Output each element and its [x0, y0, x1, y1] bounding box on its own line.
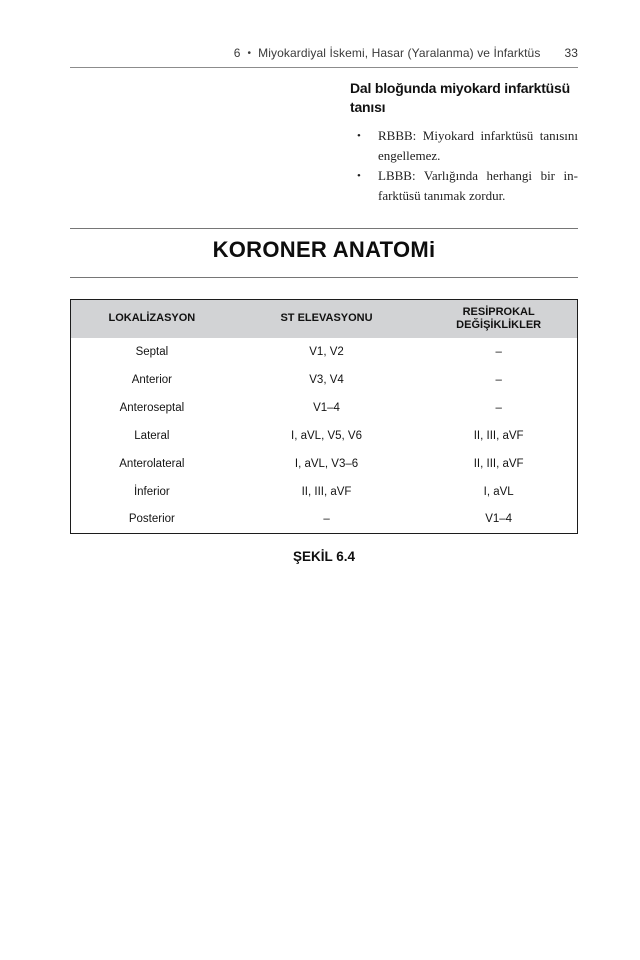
table-header-row [71, 300, 578, 338]
chapter-title: Miyokardiyal İskemi, Hasar (Yaralanma) ve İnfarktüs [258, 46, 541, 60]
cell-reciprocal: – [495, 373, 502, 386]
column-header-st-elevasyonu: ST ELEVASYONU [233, 300, 421, 338]
figure-caption: ŞEKİL 6.4 [292, 549, 356, 564]
running-head [70, 46, 578, 60]
bullet-separator-icon: • [247, 48, 252, 59]
note-block [350, 79, 580, 206]
cell-localization: Posterior [128, 513, 175, 526]
table-header [71, 300, 578, 338]
cell-st-elevation: I, aVL, V3–6 [294, 457, 359, 470]
cell-reciprocal: – [495, 401, 502, 414]
cell-reciprocal: I, aVL [483, 485, 514, 498]
bullet-text [378, 166, 578, 206]
cell-reciprocal: II, III, aVF [473, 457, 524, 470]
table-row [71, 506, 578, 534]
table-row [71, 366, 578, 394]
column-header-lokalizasyon: LOKALİZASYON [71, 300, 233, 338]
cell-reciprocal: II, III, aVF [473, 429, 524, 442]
coronary-anatomy-table [70, 299, 578, 534]
list-item [350, 166, 580, 206]
cell-st-elevation: II, III, aVF [301, 485, 352, 498]
cell-reciprocal: V1–4 [485, 513, 513, 526]
note-bullet-list [350, 126, 580, 206]
cell-localization: Septal [135, 345, 169, 358]
cell-localization: İnferior [133, 485, 170, 498]
cell-localization: Anterior [131, 373, 172, 386]
cell-st-elevation: V1–4 [313, 401, 340, 414]
bullet-text-line2: farktüsü tanımak zordur. [378, 188, 506, 203]
bullet-text-line2: engellemez. [378, 148, 441, 163]
cell-localization: Anteroseptal [119, 401, 185, 414]
column-header-resiprokal: RESİPROKAL DEĞİŞİKLİKLER [420, 300, 577, 338]
cell-st-elevation: I, aVL, V5, V6 [291, 429, 362, 442]
bullet-icon: • [357, 130, 361, 142]
list-item [350, 126, 580, 166]
table-body [71, 338, 578, 534]
note-heading-line1: Dal bloğunda miyokard infarktüsü [350, 80, 570, 96]
bullet-text [378, 126, 578, 166]
section-rule-top [70, 228, 578, 229]
bullet-text-line1: RBBB: Miyokard infarktüsü tanısını [378, 128, 578, 143]
section-rule-bottom [70, 277, 578, 278]
chapter-number: 6 [233, 46, 241, 60]
note-heading [350, 79, 580, 117]
cell-st-elevation: V1, V2 [309, 345, 344, 358]
table-row [71, 422, 578, 450]
table-row [71, 338, 578, 366]
cell-st-elevation: V3, V4 [309, 373, 344, 386]
table-row [71, 394, 578, 422]
bullet-text-line1: LBBB: Varlığında herhangi bir in- [378, 168, 578, 183]
section-title: KORONER ANATOMi [212, 237, 436, 262]
note-heading-line2: tanısı [350, 99, 386, 115]
cell-localization: Anterolateral [119, 457, 185, 470]
cell-reciprocal: – [495, 345, 502, 358]
cell-st-elevation: – [323, 513, 330, 526]
table-row [71, 478, 578, 506]
cell-localization: Lateral [134, 429, 170, 442]
header-rule [70, 67, 578, 68]
page-number: 33 [564, 46, 578, 60]
bullet-icon: • [357, 170, 361, 182]
table-row [71, 450, 578, 478]
